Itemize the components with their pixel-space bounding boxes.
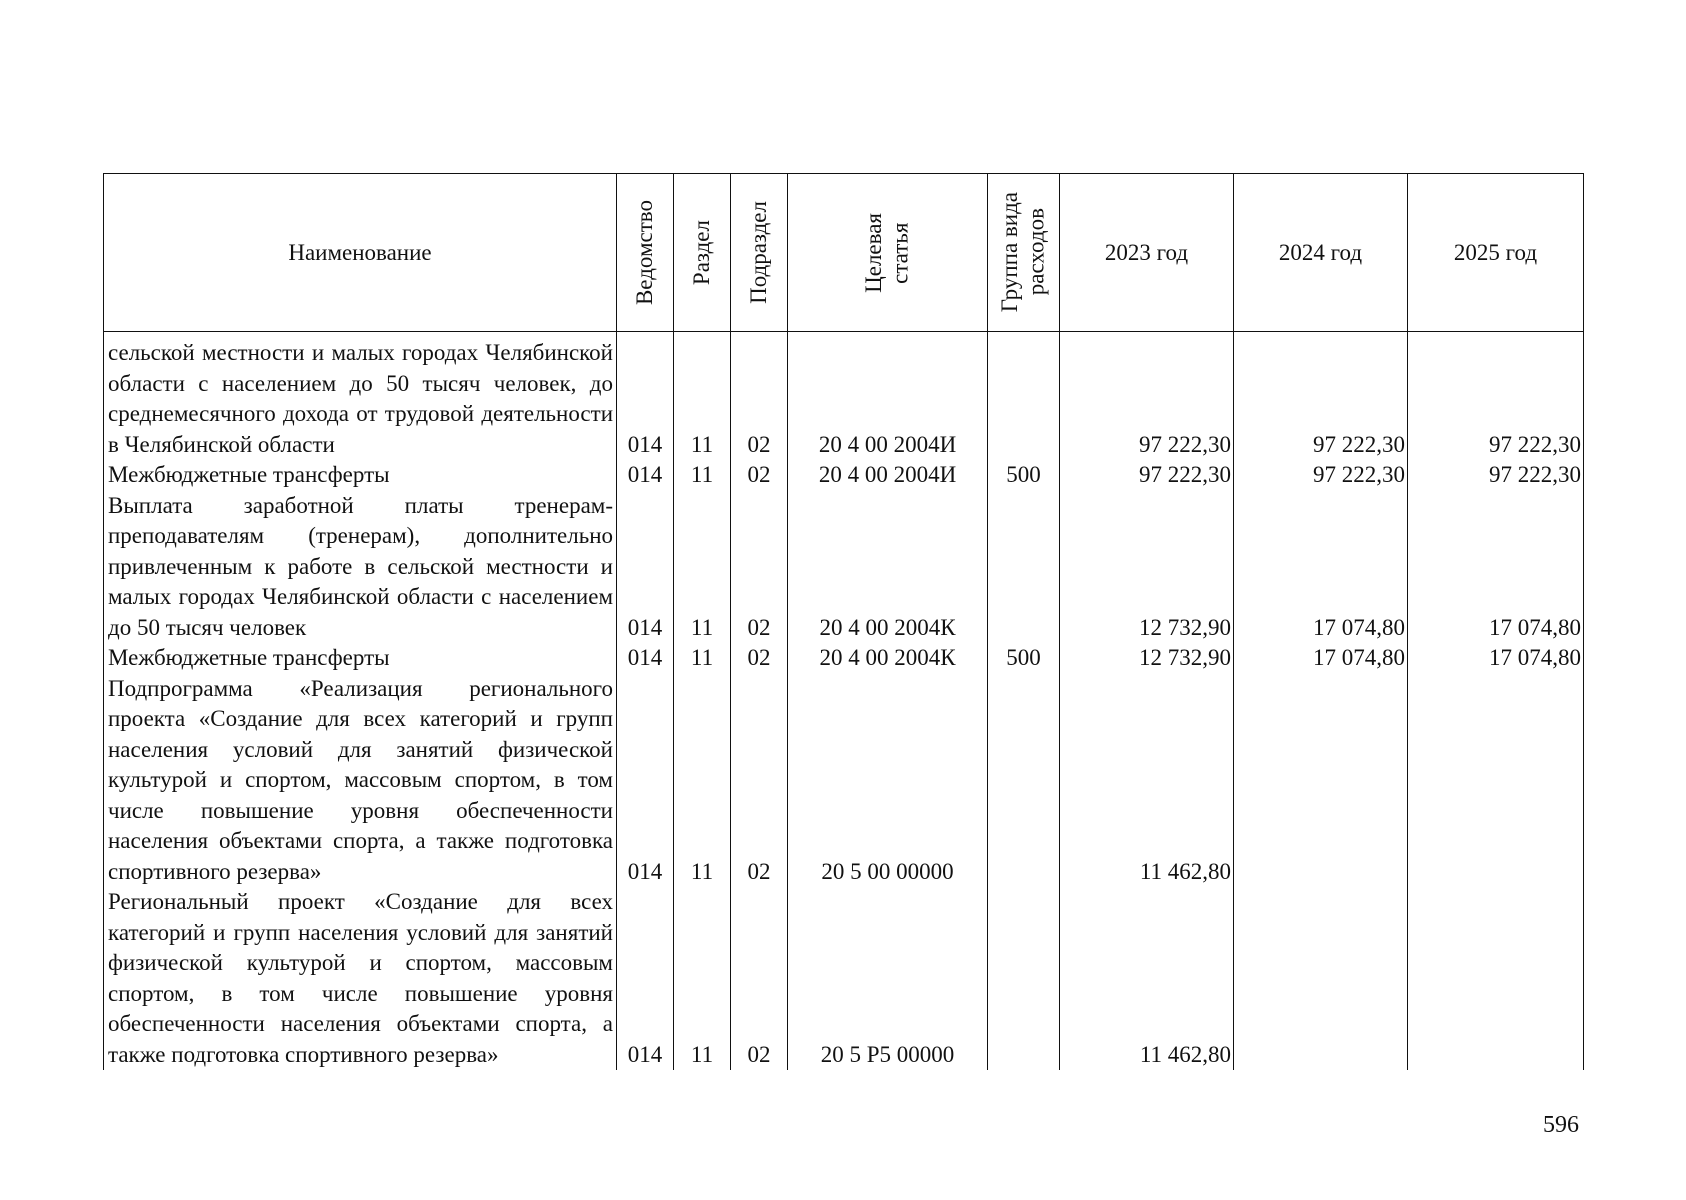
row-2024: 17 074,80 [1234,491,1408,644]
row-2023: 97 222,30 [1060,460,1234,491]
row-celevaya: 20 4 00 2004И [788,332,988,461]
row-podrazdel: 02 [731,674,788,888]
table-row [104,491,1584,644]
row-celevaya: 20 4 00 2004К [788,643,988,674]
row-2025 [1408,674,1584,888]
table-row [104,887,1584,1070]
row-razdel: 11 [674,887,731,1070]
header-2025: 2025 год [1408,174,1584,332]
row-name: Подпрограмма «Реализация регионального проекта «Создание для всех категорий и групп населения условий для занятий физической культурой и спортом, массовым спортом, в том числе повышение уровня обеспеченности населения объектами спорта, а также подготовка спортивного резерва» [104,674,617,888]
row-vedomstvo: 014 [617,491,674,644]
row-name: Межбюджетные трансферты [104,460,617,491]
row-vedomstvo: 014 [617,643,674,674]
row-podrazdel: 02 [731,491,788,644]
row-name: Региональный проект «Создание для всех категорий и групп населения условий для занятий физической культурой и спортом, массовым спортом, в том числе повышение уровня обеспеченности населения объектами спорта, а также подготовка спортивного резерва» [104,887,617,1070]
header-gruppa-vida-rashodov: Группа вида расходов [988,174,1060,332]
row-vedomstvo: 014 [617,887,674,1070]
row-gruppa: 500 [988,460,1060,491]
row-vedomstvo: 014 [617,674,674,888]
row-2025: 97 222,30 [1408,332,1584,461]
header-2024: 2024 год [1234,174,1408,332]
row-podrazdel: 02 [731,332,788,461]
row-razdel: 11 [674,491,731,644]
row-2023: 12 732,90 [1060,643,1234,674]
row-name: Межбюджетные трансферты [104,643,617,674]
row-2023: 12 732,90 [1060,491,1234,644]
row-2024: 97 222,30 [1234,332,1408,461]
header-celevaya-statya: Целевая статья [788,174,988,332]
row-2023: 11 462,80 [1060,674,1234,888]
row-name: Выплата заработной платы тренерам-преподавателям (тренерам), дополнительно привлеченным к работе в сельской местности и малых городах Челябинской области с населением до 50 тысяч человек [104,491,617,644]
row-2025: 97 222,30 [1408,460,1584,491]
row-celevaya: 20 4 00 2004К [788,491,988,644]
header-razdel: Раздел [674,174,731,332]
row-podrazdel: 02 [731,460,788,491]
header-row [104,174,1584,332]
row-gruppa: 500 [988,643,1060,674]
row-podrazdel: 02 [731,643,788,674]
row-gruppa [988,674,1060,888]
row-2024: 97 222,30 [1234,460,1408,491]
header-name: Наименование [104,174,617,332]
row-gruppa [988,491,1060,644]
row-podrazdel: 02 [731,887,788,1070]
row-gruppa [988,887,1060,1070]
row-2025: 17 074,80 [1408,491,1584,644]
table-row [104,643,1584,674]
header-podrazdel: Подраздел [731,174,788,332]
row-2024 [1234,887,1408,1070]
row-razdel: 11 [674,643,731,674]
row-celevaya: 20 5 00 00000 [788,674,988,888]
row-2025 [1408,887,1584,1070]
row-2025: 17 074,80 [1408,643,1584,674]
row-gruppa [988,332,1060,461]
row-razdel: 11 [674,332,731,461]
row-2023: 11 462,80 [1060,887,1234,1070]
budget-table [103,173,1584,1070]
header-2023: 2023 год [1060,174,1234,332]
row-celevaya: 20 4 00 2004И [788,460,988,491]
row-2024 [1234,674,1408,888]
row-vedomstvo: 014 [617,460,674,491]
row-celevaya: 20 5 P5 00000 [788,887,988,1070]
header-vedomstvo: Ведомство [617,174,674,332]
row-razdel: 11 [674,460,731,491]
row-2024: 17 074,80 [1234,643,1408,674]
row-vedomstvo: 014 [617,332,674,461]
row-name: сельской местности и малых городах Челябинской области с населением до 50 тысяч человек, до среднемесячного дохода от трудовой деятельности в Челябинской области [104,332,617,461]
page-number: 596 [1543,1112,1579,1138]
row-razdel: 11 [674,674,731,888]
row-2023: 97 222,30 [1060,332,1234,461]
table-row [104,460,1584,491]
table-row [104,674,1584,888]
table-row [104,332,1584,461]
